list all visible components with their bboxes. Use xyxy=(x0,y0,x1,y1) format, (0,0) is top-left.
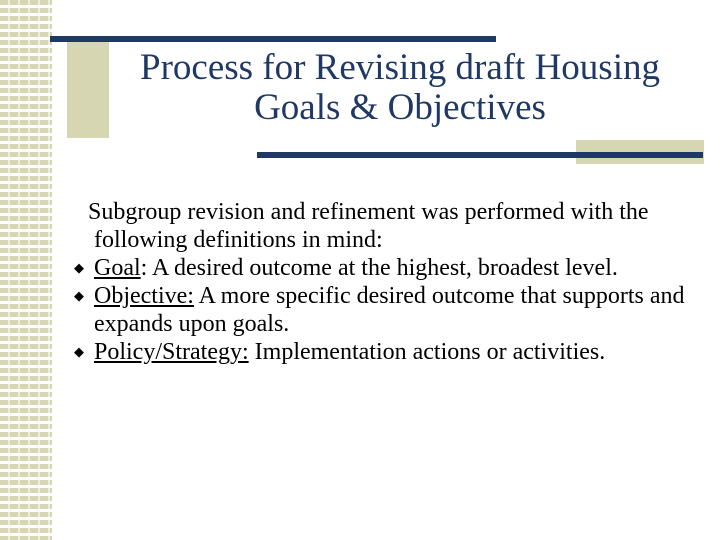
intro-text: Subgroup revision and refinement was performed with the following definitions in mind: xyxy=(88,199,649,253)
list-item-goal xyxy=(70,254,700,282)
definition-objective: A more specific desired outcome that supports and expands upon goals. xyxy=(94,283,685,337)
decorative-bar-bottom xyxy=(257,152,703,158)
term-goal: Goal xyxy=(94,255,141,281)
term-separator: : xyxy=(140,255,148,281)
diamond-bullet-icon: ◆ xyxy=(74,344,84,359)
definition-policy-strategy: Implementation actions or activities. xyxy=(248,339,606,365)
slide-title: Process for Revising draft Housing Goals & Objectives xyxy=(140,47,660,128)
list-item-policy-strategy xyxy=(70,338,700,366)
decorative-bar-top xyxy=(50,36,496,42)
definition-list xyxy=(70,254,700,366)
diamond-bullet-icon: ◆ xyxy=(74,260,84,275)
slide-body xyxy=(70,198,700,366)
decorative-block-top xyxy=(67,42,109,138)
list-item-objective xyxy=(70,282,700,338)
term-policy-strategy: Policy/Strategy: xyxy=(94,339,249,365)
diamond-bullet-icon: ◆ xyxy=(74,288,84,303)
term-objective: Objective: xyxy=(94,283,194,309)
striped-left-border xyxy=(0,0,52,540)
definition-goal: A desired outcome at the highest, broadest level. xyxy=(147,255,618,281)
